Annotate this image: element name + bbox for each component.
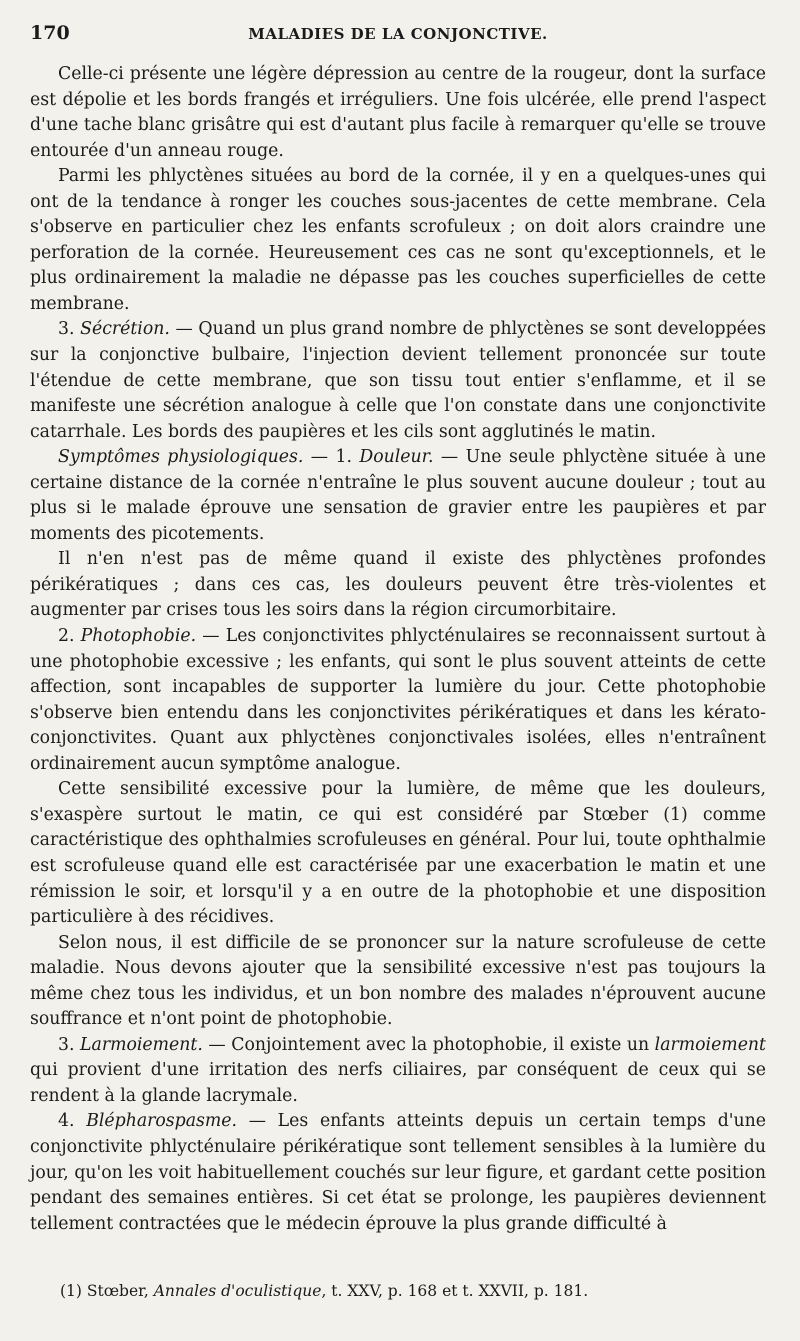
paragraph-7: Cette sensibilité excessive pour la lumière, de même que les douleurs, s'exaspère surtout le matin, ce qui est considéré par Stœber (1) comme caractéristique des ophthalmies scrofuleuses en général. Pour lui, toute ophthalmie est scrofuleuse quand elle est caractérisée par une exacerbation le matin et une rémission le soir, et lorsqu'il y a en outre de la photophobie et une disposition particulière à des récidives. <box>30 779 766 928</box>
footnote-journal: Annales d'oculistique <box>153 1282 322 1300</box>
footnote: (1) Stœber, Annales d'oculistique, t. XXV, p. 168 et t. XXVII, p. 181. <box>60 1282 589 1300</box>
page-body <box>30 62 766 1237</box>
paragraph-blepharospasme: 4. Blépharospasme. — Les enfants atteints depuis un certain temps d'une conjonctivite phlycténulaire périkératique sont tellement sensibles à la lumière du jour, qu'on les voit habituellement couchés sur leur figure, et gardant cette position pendant des semaines entières. Si cet état se prolonge, les paupières deviennent tellement contractées que le médecin éprouve la plus grande difficulté à <box>30 1111 766 1234</box>
page-header <box>30 22 766 62</box>
paragraph-5: Il n'en n'est pas de même quand il existe des phlyctènes profondes périkératiques ; dans ces cas, les douleurs peuvent être très-violentes et augmenter par crises tous les soirs dans la région circumorbitaire. <box>30 549 766 621</box>
paragraph-photophobie: 2. Photophobie. — Les conjonctivites phlycténulaires se reconnaissent surtout à une photophobie excessive ; les enfants, qui sont le plus souvent atteints de cette affection, sont incapables de supporter la lumière du jour. Cette photophobie s'observe bien entendu dans les conjonctivites périkératiques et dans les kérato-conjonctivites. Quant aux phlyctènes conjonctivales isolées, elles n'entraînent ordinairement aucun symptôme analogue. <box>30 626 767 774</box>
section-title: Symptômes physiologiques. <box>58 447 304 468</box>
section-title: Larmoiement. <box>80 1034 203 1055</box>
section-title: Blépharospasme. <box>86 1111 238 1132</box>
paragraph-8: Selon nous, il est difficile de se prononcer sur la nature scrofuleuse de cette maladie. Nous devons ajouter que la sensibilité excessive n'est pas toujours la même chez tous les individus, et un bon nombre des malades n'éprouvent aucune souffrance et n'ont point de photophobie. <box>30 932 766 1030</box>
section-title: Photophobie. <box>80 626 197 647</box>
section-term: larmoiement <box>654 1034 766 1055</box>
running-title: MALADIES DE LA CONJONCTIVE. <box>248 25 548 43</box>
paragraph-symptomes: Symptômes physiologiques. — 1. Douleur. — Une seule phlyctène située à une certaine distance de la cornée n'entraîne le plus souvent aucune douleur ; tout au plus si le malade éprouve une sensation de gravier entre les paupières et par moments des picotements. <box>30 447 766 544</box>
paragraph-larmoiement: 3. Larmoiement. — Conjointement avec la photophobie, il existe un larmoiement qui provient d'une irritation des nerfs ciliaires, par conséquent de ceux qui se rendent à la glande lacrymale. <box>30 1034 766 1106</box>
paragraph-2: Parmi les phlyctènes situées au bord de la cornée, il y en a quelques-unes qui ont de la tendance à ronger les couches sous-jacentes de cette membrane. Cela s'observe en particulier chez les enfants scrofuleux ; on doit alors craindre une perforation de la cornée. Heureusement ces cas ne sont qu'exceptionnels, et le plus ordinairement la maladie ne dépasse pas les couches superficielles de cette membrane. <box>30 166 766 314</box>
page-number: 170 <box>30 22 70 44</box>
section-subtitle: Douleur. <box>359 447 434 468</box>
paragraph-secretion: 3. Sécrétion. — Quand un plus grand nombre de phlyctènes se sont developpées sur la conjonctive bulbaire, l'injection devient tellement prononcée sur toute l'étendue de cette membrane, que son tissu tout entier s'enflamme, et il se manifeste une sécrétion analogue à celle que l'on constate dans une conjonctivite catarrhale. Les bords des paupières et les cils sont agglutinés le matin. <box>30 319 766 442</box>
paragraph-1: Celle-ci présente une légère dépression au centre de la rougeur, dont la surface est dépolie et les bords frangés et irréguliers. Une fois ulcérée, elle prend l'aspect d'une tache blanc grisâtre qui est d'autant plus facile à remarquer qu'elle se trouve entourée d'un anneau rouge. <box>30 64 766 161</box>
section-title: Sécrétion. <box>80 319 170 340</box>
